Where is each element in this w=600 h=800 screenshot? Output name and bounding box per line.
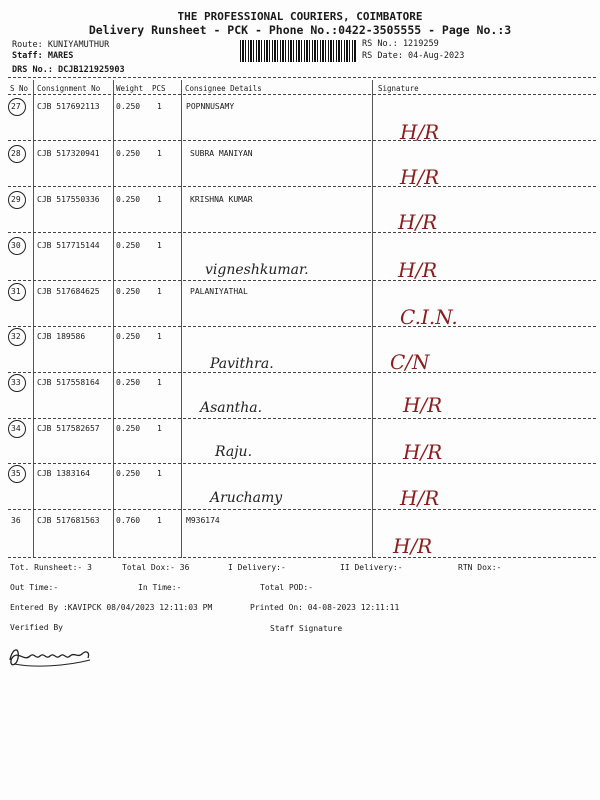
row-signature: H/R: [400, 486, 440, 510]
row-weight: 0.250: [116, 241, 141, 250]
col-header-weight: Weight: [116, 84, 144, 93]
runsheet-subtitle: Delivery Runsheet - PCK - Phone No.:0422-3505555 - Page No.:3: [88, 23, 512, 37]
rtn-dox: RTN Dox:-: [458, 563, 502, 572]
row-weight: 0.250: [116, 332, 141, 341]
row-consignment-no: CJB 517582657: [37, 424, 100, 433]
row-consignee-handwritten: Pavithra.: [210, 356, 274, 372]
col-divider: [181, 80, 182, 558]
total-pod: Total POD:-: [260, 583, 313, 592]
staff-signature-label: Staff Signature: [270, 624, 343, 633]
row-divider: [8, 280, 596, 281]
row-weight: 0.250: [116, 195, 141, 204]
header-divider: [8, 94, 596, 95]
row-consignee-handwritten: Aruchamy: [210, 490, 283, 506]
row-divider: [8, 463, 596, 464]
row-signature: H/R: [398, 210, 438, 234]
row-divider: [8, 140, 596, 141]
total-dox: Total Dox:- 36: [122, 563, 190, 572]
route-label: Route: KUNIYAMUTHUR: [12, 40, 110, 50]
col-divider: [113, 80, 114, 558]
row-sno: 27: [11, 102, 21, 111]
row-consignee: M936174: [186, 516, 220, 525]
row-consignee: KRISHNA KUMAR: [190, 195, 253, 204]
row-sno: 31: [11, 287, 21, 296]
i-delivery: I Delivery:-: [228, 563, 286, 572]
verifier-signature-scribble: [6, 640, 96, 672]
row-consignee-handwritten: Asantha.: [200, 400, 263, 416]
out-time: Out Time:-: [10, 583, 59, 592]
row-consignment-no: CJB 517558164: [37, 378, 100, 387]
row-sno: 30: [11, 241, 21, 250]
row-signature: C/N: [390, 350, 430, 374]
col-divider: [33, 80, 34, 558]
col-header-pcs: PCS: [152, 84, 166, 93]
row-pcs: 1: [157, 516, 162, 525]
row-sno: 32: [11, 332, 21, 341]
row-consignment-no: CJB 517715144: [37, 241, 100, 250]
row-consignee-handwritten: Raju.: [215, 444, 253, 460]
row-weight: 0.250: [116, 149, 141, 158]
row-consignment-no: CJB 517320941: [37, 149, 100, 158]
col-header-signature: Signature: [378, 84, 419, 93]
col-header-consignee: Consignee Details: [185, 84, 262, 93]
staff-label: Staff: MARES: [12, 51, 74, 61]
row-pcs: 1: [157, 149, 162, 158]
entered-by: Entered By :KAVIPCK 08/04/2023 12:11:03 PM: [10, 603, 213, 612]
table-top-divider: [8, 77, 596, 78]
row-weight: 0.250: [116, 287, 141, 296]
row-pcs: 1: [157, 332, 162, 341]
row-signature: H/R: [403, 440, 443, 464]
row-weight: 0.250: [116, 378, 141, 387]
printed-on: Printed On: 04-08-2023 12:11:11: [250, 603, 400, 612]
col-divider: [372, 80, 373, 558]
verified-by: Verified By: [10, 623, 63, 632]
row-consignment-no: CJB 517681563: [37, 516, 100, 525]
col-header-consignment: Consignment No: [37, 84, 101, 93]
row-consignment-no: CJB 1383164: [37, 469, 90, 478]
rs-date: RS Date: 04-Aug-2023: [362, 51, 465, 61]
row-sno: 34: [11, 424, 21, 433]
row-pcs: 1: [157, 378, 162, 387]
row-signature: H/R: [393, 534, 433, 558]
table-bottom-divider: [8, 557, 596, 558]
row-consignment-no: CJB 517684625: [37, 287, 100, 296]
row-consignee: POPNNUSAMY: [186, 102, 235, 111]
row-divider: [8, 326, 596, 327]
row-pcs: 1: [157, 195, 162, 204]
ii-delivery: II Delivery:-: [340, 563, 403, 572]
row-consignment-no: CJB 517692113: [37, 102, 100, 111]
drs-number: DRS No.: DCJB121925903: [12, 65, 125, 75]
barcode-image: [240, 40, 356, 62]
row-weight: 0.250: [116, 469, 141, 478]
row-consignment-no: CJB 189586: [37, 332, 86, 341]
row-sno: 29: [11, 195, 21, 204]
row-consignee: PALANIYATHAL: [190, 287, 248, 296]
total-runsheet: Tot. Runsheet:- 3: [10, 563, 92, 572]
row-consignee: SUBRA MANIYAN: [190, 149, 253, 158]
row-divider: [8, 186, 596, 187]
row-weight: 0.250: [116, 102, 141, 111]
row-consignee-handwritten: vigneshkumar.: [205, 262, 309, 278]
row-signature: H/R: [400, 165, 440, 189]
row-sno: 36: [11, 516, 21, 525]
row-pcs: 1: [157, 102, 162, 111]
row-sno: 28: [11, 149, 21, 158]
row-weight: 0.760: [116, 516, 141, 525]
row-pcs: 1: [157, 241, 162, 250]
row-signature: H/R: [400, 120, 440, 144]
row-signature: C.I.N.: [400, 305, 458, 329]
row-signature: H/R: [398, 258, 438, 282]
company-title: THE PROFESSIONAL COURIERS, COIMBATORE: [177, 10, 423, 23]
row-sno: 33: [11, 378, 21, 387]
row-pcs: 1: [157, 287, 162, 296]
row-signature: H/R: [403, 393, 443, 417]
row-pcs: 1: [157, 469, 162, 478]
row-sno: 35: [11, 469, 21, 478]
row-divider: [8, 232, 596, 233]
col-header-sno: S No: [10, 84, 29, 93]
row-divider: [8, 509, 596, 510]
row-pcs: 1: [157, 424, 162, 433]
row-weight: 0.250: [116, 424, 141, 433]
in-time: In Time:-: [138, 583, 182, 592]
row-consignment-no: CJB 517550336: [37, 195, 100, 204]
rs-number: RS No.: 1219259: [362, 39, 439, 49]
row-divider: [8, 372, 596, 373]
row-divider: [8, 418, 596, 419]
